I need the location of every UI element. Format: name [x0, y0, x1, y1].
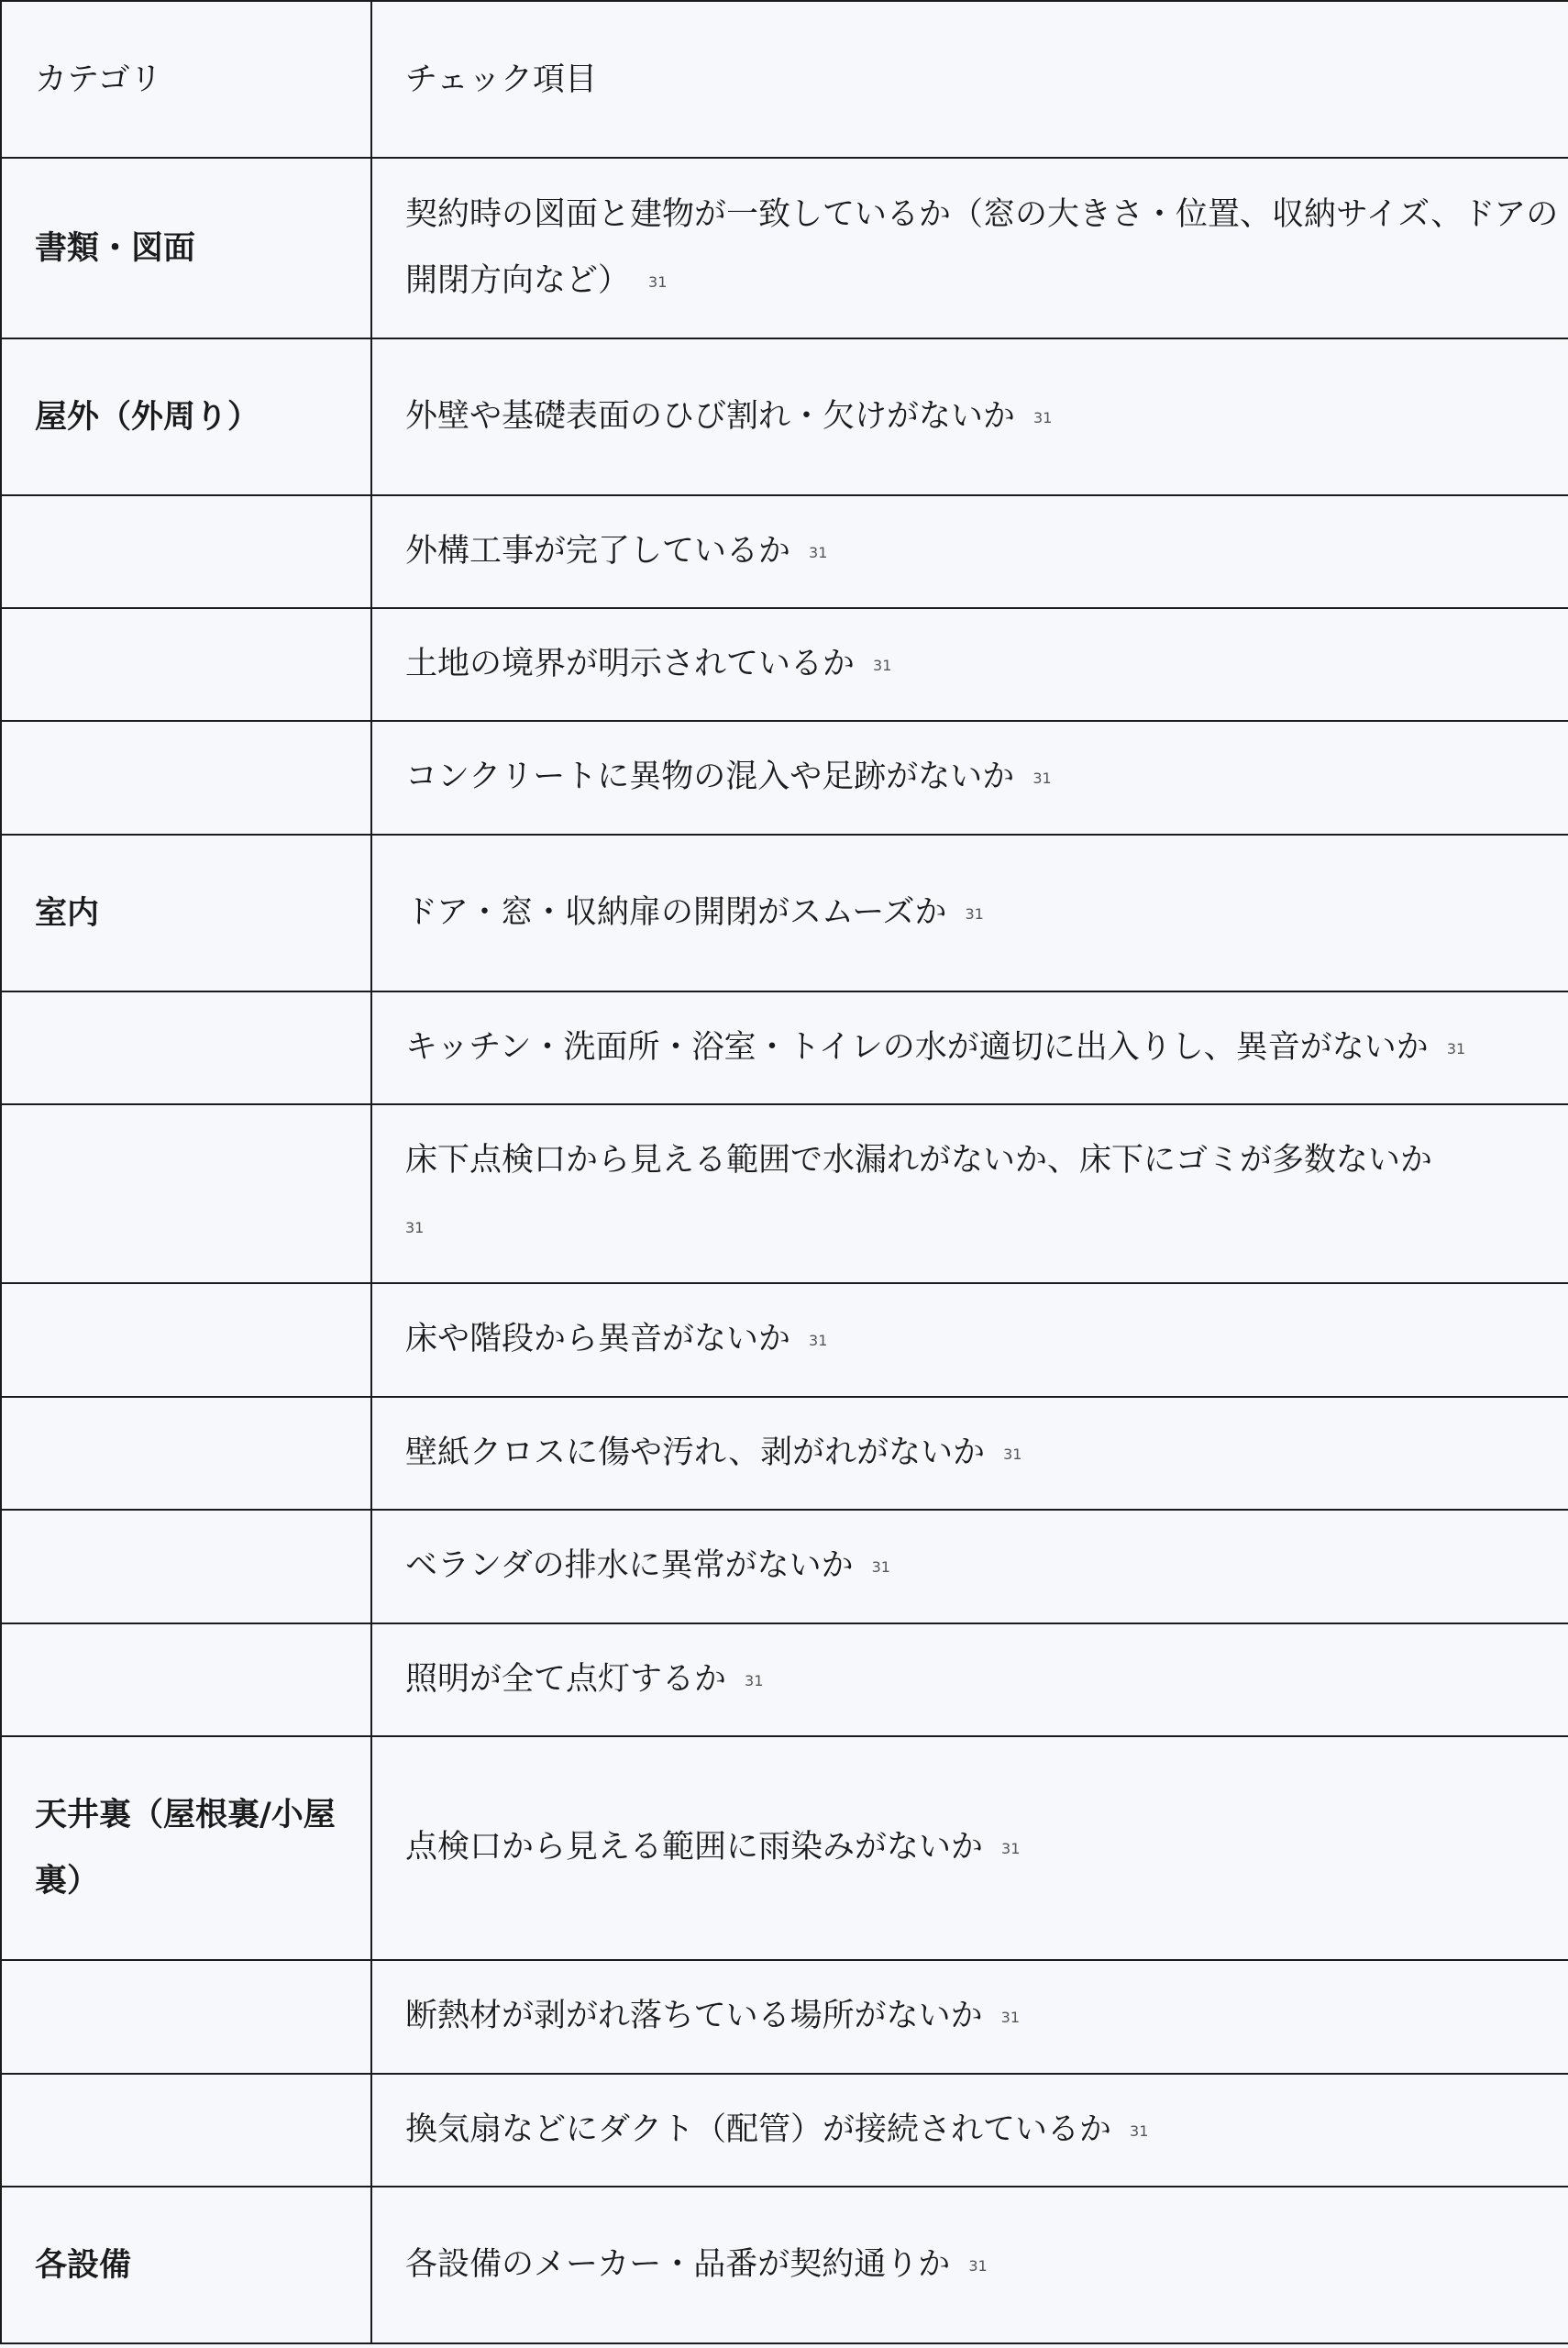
row-item — [371, 835, 1568, 991]
table-row — [1, 835, 1568, 991]
row-item-text: 土地の境界が明示されているか — [405, 645, 856, 682]
citation-ref[interactable]: 31 — [809, 543, 828, 561]
table-row — [1, 1283, 1568, 1397]
row-category: 天井裏（屋根裏/小屋裏） — [1, 1736, 371, 1960]
row-category: 室内 — [1, 835, 371, 991]
row-item-text: 床や階段から異音がないか — [405, 1321, 791, 1357]
row-item-text: 換気扇などにダクト（配管）が接続されているか — [405, 2110, 1112, 2148]
row-item — [371, 1104, 1568, 1283]
citation-ref[interactable]: 31 — [745, 1671, 764, 1689]
citation-ref[interactable]: 31 — [1001, 1840, 1021, 1857]
row-item-text: 契約時の図面と建物が一致しているか（窓の大きさ・位置、収納サイズ、ドアの開閉方向など） — [405, 195, 1559, 299]
row-item — [371, 1623, 1568, 1736]
row-category: 各設備 — [1, 2187, 371, 2343]
header-row — [1, 1, 1568, 158]
row-category — [1, 1960, 371, 2074]
row-item — [371, 608, 1568, 721]
row-item — [371, 338, 1568, 495]
table-row — [1, 158, 1568, 338]
citation-ref[interactable]: 31 — [1032, 770, 1052, 787]
table-row — [1, 1960, 1568, 2074]
row-item-text: 壁紙クロスに傷や汚れ、剥がれがないか — [405, 1434, 986, 1471]
table-row — [1, 2074, 1568, 2187]
row-item — [371, 721, 1568, 835]
row-category — [1, 608, 371, 721]
row-item-text: キッチン・洗面所・浴室・トイレの水が適切に出入りし、異音がないか — [405, 1028, 1429, 1066]
citation-ref[interactable]: 31 — [968, 2256, 988, 2275]
row-item-text: 外構工事が完了しているか — [405, 532, 791, 570]
table-row — [1, 1623, 1568, 1736]
citation-ref[interactable]: 31 — [1033, 408, 1053, 426]
row-category — [1, 991, 371, 1104]
row-item-text: 照明が全て点灯するか — [405, 1660, 727, 1698]
row-item-text: 外壁や基礎表面のひび割れ・欠けがないか — [405, 397, 1016, 435]
row-item — [371, 495, 1568, 608]
row-item — [371, 1283, 1568, 1397]
table-row — [1, 495, 1568, 608]
row-item — [371, 991, 1568, 1104]
row-item-text: ベランダの排水に異常がないか — [405, 1547, 854, 1584]
citation-ref[interactable]: 31 — [1000, 2009, 1021, 2026]
row-item — [371, 158, 1568, 338]
citation-ref[interactable]: 31 — [1003, 1445, 1022, 1463]
row-item — [371, 1960, 1568, 2074]
citation-ref[interactable]: 31 — [405, 1218, 425, 1236]
citation-ref[interactable]: 31 — [1130, 2121, 1149, 2140]
row-category: 屋外（外周り） — [1, 338, 371, 495]
header-item: チェック項目 — [371, 1, 1568, 158]
row-item-text: 床下点検口から見える範囲で水漏れがないか、床下にゴミが多数ないか — [405, 1141, 1433, 1179]
row-category — [1, 1104, 371, 1283]
row-item-text: 断熱材が剥がれ落ちている場所がないか — [405, 1998, 983, 2034]
row-category — [1, 1283, 371, 1397]
citation-ref[interactable]: 31 — [1446, 1039, 1466, 1058]
header-category: カテゴリ — [1, 1, 371, 158]
table-row — [1, 1736, 1568, 1960]
table-row — [1, 721, 1568, 835]
table-row — [1, 1397, 1568, 1510]
row-item-text: ドア・窓・収納扉の開閉がスムーズか — [405, 893, 947, 931]
row-item — [371, 2187, 1568, 2343]
table-row — [1, 1104, 1568, 1283]
row-item-text: 点検口から見える範囲に雨染みがないか — [405, 1829, 984, 1866]
row-item — [371, 1736, 1568, 1960]
citation-ref[interactable]: 31 — [648, 272, 668, 291]
row-category — [1, 1397, 371, 1510]
citation-ref[interactable]: 31 — [809, 1332, 828, 1349]
table-row — [1, 991, 1568, 1104]
row-item-text: 各設備のメーカー・品番が契約通りか — [405, 2245, 951, 2283]
citation-ref[interactable]: 31 — [873, 656, 892, 674]
row-category: 書類・図面 — [1, 158, 371, 338]
row-item — [371, 1510, 1568, 1623]
citation-ref[interactable]: 31 — [871, 1558, 890, 1576]
row-item-text: コンクリートに異物の混入や足跡がないか — [405, 759, 1015, 795]
row-category — [1, 721, 371, 835]
row-category — [1, 1510, 371, 1623]
table-row — [1, 338, 1568, 495]
table-row — [1, 608, 1568, 721]
row-item — [371, 2074, 1568, 2187]
citation-ref[interactable]: 31 — [965, 904, 984, 923]
table-row — [1, 2187, 1568, 2343]
row-category — [1, 1623, 371, 1736]
table-row — [1, 1510, 1568, 1623]
row-category — [1, 495, 371, 608]
row-category — [1, 2074, 371, 2187]
row-item — [371, 1397, 1568, 1510]
